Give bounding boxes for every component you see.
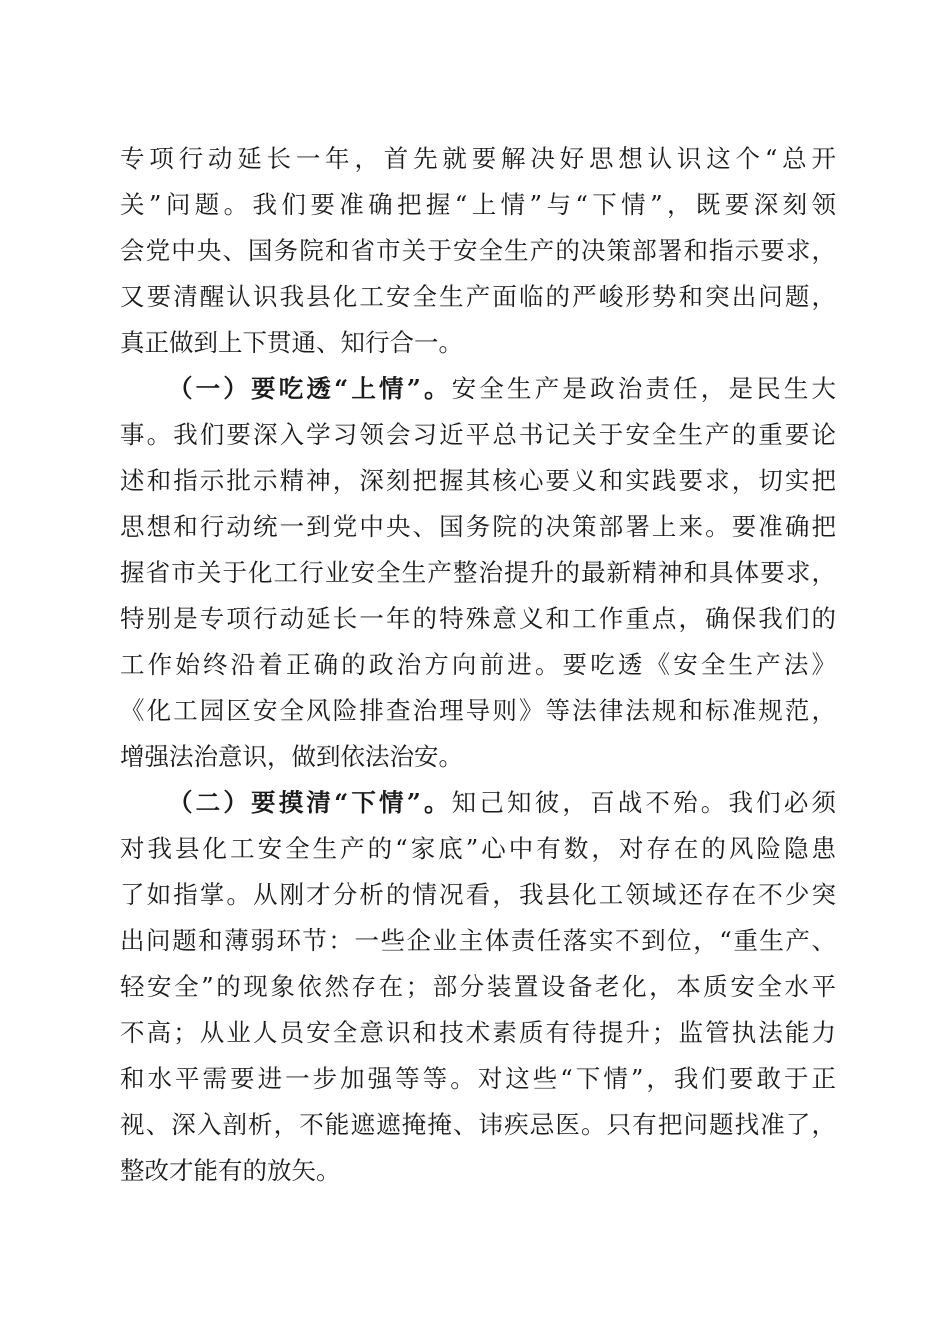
section1-line-7: 工作始终沿着正确的政治方向前进。要吃透《安全生产法》 — [120, 650, 836, 679]
section2-line-5: 轻安全”的现象依然存在；部分装置设备老化，本质安全水平 — [120, 972, 836, 1001]
section2-first-line-text: 知己知彼，百战不殆。我们必须 — [451, 788, 837, 817]
section2-line-8: 视、深入剖析，不能遮遮掩掩、讳疾忌医。只有把问题找准了， — [120, 1110, 836, 1139]
section1-line-2: 事。我们要深入学习领会习近平总书记关于安全生产的重要论 — [120, 420, 836, 449]
section1-first-line — [168, 369, 836, 409]
section1-line-3: 述和指示批示精神，深刻把握其核心要义和实践要求，切实把 — [120, 466, 836, 495]
intro-line-1: 专项行动延长一年，首先就要解决好思想认识这个“总开 — [120, 144, 836, 173]
section2-line-3: 了如指掌。从刚才分析的情况看，我县化工领域还存在不少突 — [120, 880, 836, 909]
intro-line-4: 又要清醒认识我县化工安全生产面临的严峻形势和突出问题， — [120, 282, 836, 311]
section2-line-4: 出问题和薄弱环节：一些企业主体责任落实不到位，“重生产、 — [120, 926, 836, 955]
section2-line-6: 不高；从业人员安全意识和技术素质有待提升；监管执法能力 — [120, 1018, 836, 1047]
section2-line-7: 和水平需要进一步加强等等。对这些“下情”，我们要敢于正 — [120, 1064, 836, 1093]
intro-line-3: 会党中央、国务院和省市关于安全生产的决策部署和指示要求， — [120, 236, 836, 265]
section1-line-4: 思想和行动统一到党中央、国务院的决策部署上来。要准确把 — [120, 512, 836, 541]
section1-line-9: 增强法治意识，做到依法治安。 — [120, 742, 463, 771]
section1-heading: （一）要吃透“上情”。 — [168, 374, 452, 403]
section2-line-9: 整改才能有的放矢。 — [120, 1156, 341, 1185]
section1-line-6: 特别是专项行动延长一年的特殊意义和工作重点，确保我们的 — [120, 604, 836, 633]
section1-line-5: 握省市关于化工行业安全生产整治提升的最新精神和具体要求， — [120, 558, 836, 587]
section2-line-2: 对我县化工安全生产的“家底”心中有数，对存在的风险隐患 — [120, 834, 836, 863]
intro-line-2: 关”问题。我们要准确把握“上情”与“下情”，既要深刻领 — [120, 190, 836, 219]
section2-first-line — [168, 783, 836, 823]
section2-heading: （二）要摸清“下情”。 — [168, 788, 452, 817]
section1-first-line-text: 安全生产是政治责任，是民生大 — [451, 374, 837, 403]
intro-line-5: 真正做到上下贯通、知行合一。 — [120, 328, 463, 357]
section1-line-8: 《化工园区安全风险排查治理导则》等法律法规和标准规范， — [120, 696, 836, 725]
